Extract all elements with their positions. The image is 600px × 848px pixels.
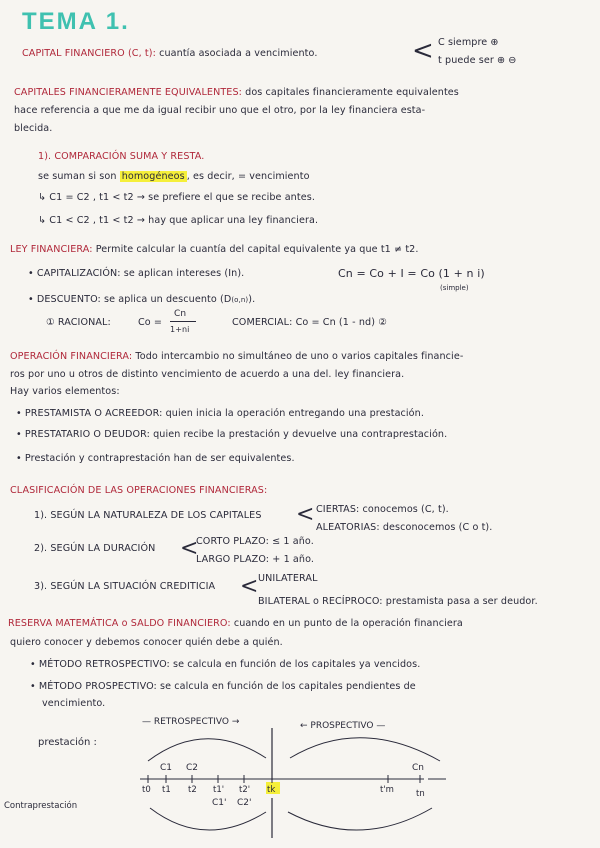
- reserva-line2: quiero conocer y debemos conocer quién debe a quién.: [10, 637, 283, 648]
- reserva-heading: RESERVA MATEMÁTICA o SALDO FINANCIERO:: [8, 618, 231, 629]
- racional-label: ① RACIONAL:: [46, 317, 111, 328]
- top-label-c1: C1: [160, 763, 173, 773]
- racional-formula: Co =: [138, 317, 163, 328]
- operacion-item1: • PRESTAMISTA O ACREEDOR: quien inicia la operación entregando una prestación.: [16, 408, 424, 419]
- axis-label-tm: t'm: [380, 785, 394, 795]
- axis-label-t2: t2: [188, 785, 197, 795]
- comparacion-text-pre: se suman si son: [38, 171, 117, 182]
- capitalizacion-note: (simple): [440, 284, 469, 292]
- operacion-item3: • Prestación y contraprestación han de ser equivalentes.: [16, 453, 295, 464]
- brace-icon: <: [412, 36, 434, 66]
- descuento-text: • DESCUENTO: se aplica un descuento (D: [28, 294, 232, 305]
- descuento-subscript: (o,n): [231, 296, 249, 304]
- naturaleza-ciertas: CIERTAS: conocemos (C, t).: [316, 504, 449, 515]
- equivalentes-heading: CAPITALES FINANCIERAMENTE EQUIVALENTES:: [14, 87, 242, 98]
- capital-financiero-text: cuantía asociada a vencimiento.: [159, 48, 318, 59]
- clasificacion-heading: CLASIFICACIÓN DE LAS OPERACIONES FINANCIERAS:: [10, 485, 268, 496]
- capital-option-c: C siempre ⊕: [438, 37, 499, 48]
- operacion-item2: • PRESTATARIO O DEUDOR: quien recibe la prestación y devuelve una contraprestación.: [16, 429, 448, 440]
- crediticia-bilateral: BILATERAL o RECÍPROCO: prestamista pasa a ser deudor.: [258, 596, 538, 607]
- metodo-prospectivo: • MÉTODO PROSPECTIVO: se calcula en función de los capitales pendientes de: [30, 681, 416, 692]
- capital-financiero-line: [22, 47, 318, 60]
- operacion-text: Todo intercambio no simultáneo de uno o varios capitales financie-: [135, 351, 464, 362]
- equivalentes-line2: hace referencia a que me da igual recibir uno que el otro, por la ley financiera esta-: [14, 105, 426, 116]
- axis-label-t1p: t1': [213, 785, 225, 795]
- bottom-label-c1p: C1': [212, 798, 227, 808]
- duracion-corto: CORTO PLAZO: ≤ 1 año.: [196, 536, 314, 547]
- top-label-c2: C2: [186, 763, 199, 773]
- equivalentes-line1: [14, 86, 459, 99]
- operacion-line1: [10, 350, 463, 363]
- capitalizacion-line: • CAPITALIZACIÓN: se aplican intereses (In).: [28, 268, 245, 279]
- equivalentes-text: dos capitales financieramente equivalentes: [245, 87, 459, 98]
- duracion-label: 2). SEGÚN LA DURACIÓN: [34, 543, 156, 554]
- ley-financiera-heading: LEY FINANCIERA:: [10, 244, 93, 255]
- contraprestacion-label: Contraprestación: [4, 801, 78, 811]
- axis-label-t2p: t2': [239, 785, 251, 795]
- brace-icon: <: [296, 502, 315, 527]
- capital-financiero-heading: CAPITAL FINANCIERO (C, t):: [22, 48, 156, 59]
- brace-icon: <: [180, 536, 199, 561]
- brace-icon: <: [240, 574, 259, 599]
- reserva-text: cuando en un punto de la operación financiera: [233, 618, 463, 629]
- crediticia-unilateral: UNILATERAL: [258, 573, 318, 584]
- comparacion-heading: 1). COMPARACIÓN SUMA Y RESTA.: [38, 151, 205, 162]
- operacion-line2: ros por uno u otros de distinto vencimiento de acuerdo a una del. ley financiera.: [10, 369, 405, 380]
- axis-label-tn: tn: [416, 789, 425, 799]
- operacion-heading: OPERACIÓN FINANCIERA:: [10, 351, 133, 362]
- retrospectivo-label: — RETROSPECTIVO →: [142, 717, 240, 727]
- descuento-end: ).: [248, 294, 256, 305]
- axis-label-t1: t1: [162, 785, 171, 795]
- operacion-line3: Hay varios elementos:: [10, 386, 120, 397]
- retro-bottom-arc: [150, 808, 266, 830]
- comparacion-line2: ↳ C1 = C2 , t1 < t2 → se prefiere el que se recibe antes.: [38, 192, 315, 203]
- prosp-bottom-arc: [288, 808, 432, 830]
- prestacion-label: prestación :: [38, 737, 97, 748]
- crediticia-label: 3). SEGÚN LA SITUACIÓN CREDITICIA: [34, 581, 216, 592]
- comparacion-line1: [38, 170, 310, 183]
- capital-option-t: t puede ser ⊕ ⊖: [438, 55, 517, 66]
- descuento-line: [28, 293, 255, 307]
- axis-label-tk: tk: [267, 785, 276, 795]
- fraction-bar: [170, 321, 196, 322]
- racional-numerator: Cn: [174, 309, 187, 319]
- top-label-cn: Cn: [412, 763, 424, 773]
- comparacion-text-post: , es decir, = vencimiento: [186, 171, 310, 182]
- capitalizacion-formula: Cn = Co + I = Co (1 + n i): [338, 267, 485, 280]
- axis-label-t0: t0: [142, 785, 151, 795]
- racional-denominator: 1+ni: [170, 325, 190, 334]
- prosp-top-arc: [290, 738, 440, 761]
- ley-financiera-text: Permite calcular la cuantía del capital equivalente ya que t1 ≠ t2.: [95, 244, 419, 255]
- ley-financiera-line: [10, 243, 419, 256]
- duracion-largo: LARGO PLAZO: + 1 año.: [196, 554, 315, 565]
- reserva-line1: [8, 617, 463, 630]
- metodo-prospectivo-cont: vencimiento.: [42, 698, 106, 709]
- equivalentes-line3: blecida.: [14, 123, 53, 134]
- naturaleza-label: 1). SEGÚN LA NATURALEZA DE LOS CAPITALES: [34, 510, 262, 521]
- highlighted-word: homogéneos: [121, 171, 185, 182]
- naturaleza-aleatorias: ALEATORIAS: desconocemos (C o t).: [316, 522, 493, 533]
- comercial-formula: COMERCIAL: Co = Cn (1 - nd) ②: [232, 317, 387, 328]
- retro-top-arc: [148, 739, 266, 761]
- page-title: TEMA 1.: [22, 8, 130, 35]
- metodo-retrospectivo: • MÉTODO RETROSPECTIVO: se calcula en función de los capitales ya vencidos.: [30, 659, 421, 670]
- timeline-diagram: [0, 708, 600, 848]
- bottom-label-c2p: C2': [237, 798, 252, 808]
- prospectivo-label: ← PROSPECTIVO —: [300, 721, 386, 731]
- comparacion-line3: ↳ C1 < C2 , t1 < t2 → hay que aplicar una ley financiera.: [38, 215, 319, 226]
